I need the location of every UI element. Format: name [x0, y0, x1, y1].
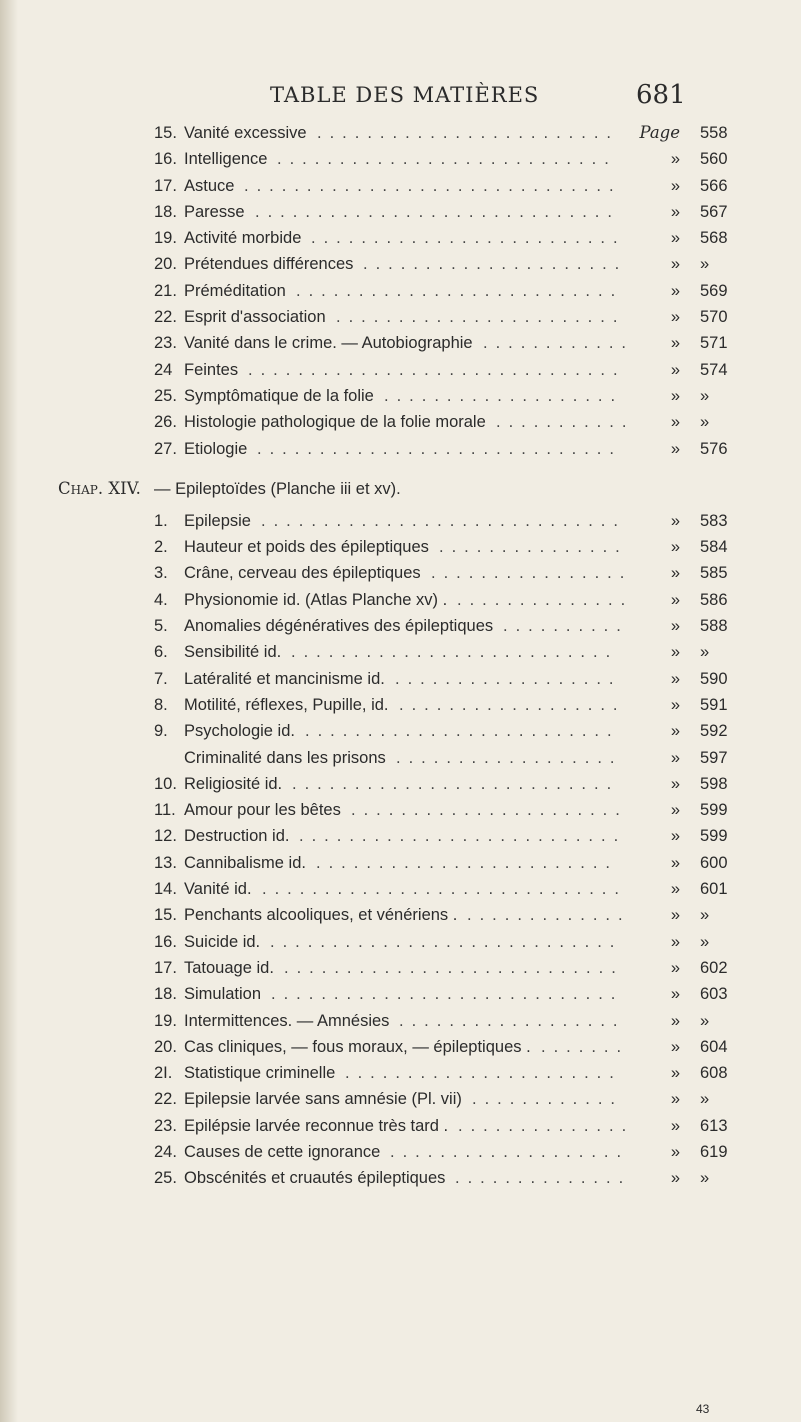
toc-entry: [0, 639, 801, 665]
entry-number: 4.: [154, 590, 168, 609]
entry-title: Vanité id.: [184, 880, 252, 899]
entry-page-label: »: [670, 1090, 680, 1109]
toc-entry: [0, 850, 801, 876]
entry-title: Epilepsie larvée sans amnésie (Pl. vii): [184, 1090, 462, 1109]
entry-page-number: 567: [700, 202, 728, 221]
leader-dots: ......................: [345, 1064, 622, 1083]
entry-page-label: »: [670, 281, 680, 300]
entry-number: 16.: [154, 932, 177, 951]
entry-page-number: 608: [700, 1064, 728, 1083]
entry-number: 27.: [154, 439, 177, 458]
entry-number: 25.: [154, 1169, 177, 1188]
leader-dots: ...........................: [277, 150, 617, 169]
table-of-contents: [0, 120, 801, 1192]
leader-dots: .......: [541, 1037, 630, 1056]
chapter-label: Chap. XIV.: [58, 478, 141, 498]
entry-page-label: Page: [639, 123, 680, 142]
leader-dots: ..........................: [299, 827, 627, 846]
toc-entry: [0, 560, 801, 586]
entry-title: Amour pour les bêtes: [184, 801, 341, 820]
entry-page-label: »: [670, 958, 680, 977]
chapter-title: — Epileptoïdes (Planche iii et xv).: [154, 479, 401, 498]
entry-number: 10.: [154, 774, 177, 793]
entry-title: Intermittences. — Amnésies: [184, 1011, 390, 1030]
toc-entry: [0, 666, 801, 692]
leader-dots: ...............: [439, 538, 628, 557]
entry-page-label: »: [670, 801, 680, 820]
toc-entry: [0, 251, 801, 277]
entry-page-label: »: [670, 880, 680, 899]
leader-dots: ..........: [503, 617, 629, 636]
leader-dots: .............................: [262, 880, 627, 899]
leader-dots: .............: [467, 906, 631, 925]
entry-page-number: 601: [700, 880, 728, 899]
page-number: 681: [636, 80, 686, 110]
leader-dots: ................: [431, 564, 633, 583]
entry-number: 1.: [154, 511, 168, 530]
entry-number: 18.: [154, 985, 177, 1004]
toc-entry: [0, 1165, 801, 1191]
leader-dots: .............................: [255, 202, 620, 221]
toc-entry: [0, 1139, 801, 1165]
toc-entry: [0, 692, 801, 718]
leader-dots: ..............................: [244, 176, 622, 195]
entry-title: Epilépsie larvée reconnue très tard .: [184, 1116, 449, 1135]
entry-title: Sensibilité id.: [184, 643, 282, 662]
entry-number: 26.: [154, 413, 177, 432]
leader-dots: ............: [483, 334, 635, 353]
entry-page-label: »: [670, 439, 680, 458]
toc-entry: [0, 718, 801, 744]
entry-title: Penchants alcooliques, et vénériens .: [184, 906, 458, 925]
toc-entry: [0, 1086, 801, 1112]
entry-number: 14.: [154, 880, 177, 899]
entry-number: 25.: [154, 386, 177, 405]
entry-page-number: 568: [700, 229, 728, 248]
entry-page-label: »: [670, 669, 680, 688]
toc-entry: [0, 876, 801, 902]
entry-title: Causes de cette ignorance: [184, 1142, 381, 1161]
entry-number: 18.: [154, 202, 177, 221]
running-title: TABLE DES MATIÈRES: [270, 83, 540, 107]
entry-page-number: 560: [700, 150, 728, 169]
second-section: [0, 508, 801, 1192]
entry-title: Physionomie id. (Atlas Planche xv) .: [184, 590, 448, 609]
entry-number: 16.: [154, 150, 177, 169]
entry-number: 21.: [154, 281, 177, 300]
entry-title: Vanité dans le crime. — Autobiographie: [184, 334, 473, 353]
toc-entry: [0, 745, 801, 771]
entry-page-label: »: [670, 202, 680, 221]
entry-title: Etiologie: [184, 439, 248, 458]
leader-dots: ..............: [458, 1116, 635, 1135]
entry-page-label: »: [670, 853, 680, 872]
entry-page-label: »: [670, 1064, 680, 1083]
entry-number: 2.: [154, 538, 168, 557]
entry-title: Symptômatique de la folie: [184, 386, 374, 405]
entry-page-label: »: [670, 617, 680, 636]
entry-title: Paresse: [184, 202, 245, 221]
toc-entry: [0, 508, 801, 534]
entry-page-label: »: [670, 538, 680, 557]
entry-number: 13.: [154, 853, 177, 872]
entry-page-number: »: [700, 255, 710, 274]
entry-title: Suicide id.: [184, 932, 261, 951]
chapter-heading: [0, 474, 801, 504]
toc-entry: [0, 120, 801, 146]
entry-page-number: 592: [700, 722, 728, 741]
entry-title: Crâne, cerveau des épileptiques: [184, 564, 421, 583]
entry-title: Histologie pathologique de la folie morale: [184, 413, 486, 432]
leader-dots: ...........................: [284, 958, 624, 977]
entry-title: Esprit d'association: [184, 308, 326, 327]
entry-title: Astuce: [184, 176, 235, 195]
entry-page-number: 600: [700, 853, 728, 872]
entry-title: Criminalité dans les prisons: [184, 748, 386, 767]
leader-dots: ........................: [317, 124, 620, 142]
entry-page-label: »: [670, 413, 680, 432]
leader-dots: ..............................: [248, 360, 626, 379]
entry-page-label: »: [670, 360, 680, 379]
leader-dots: ..................: [399, 1011, 626, 1030]
entry-page-label: »: [670, 511, 680, 530]
entry-number: 6.: [154, 643, 168, 662]
entry-title: Anomalies dégénératives des épileptiques: [184, 617, 494, 636]
entry-title: Motilité, réflexes, Pupille, id.: [184, 695, 389, 714]
entry-page-number: »: [700, 932, 710, 951]
entry-number: 19.: [154, 1011, 177, 1030]
entry-page-number: 576: [700, 439, 728, 458]
toc-entry: [0, 146, 801, 172]
entry-title: Préméditation: [184, 281, 286, 300]
toc-entry: [0, 409, 801, 435]
entry-title: Religiosité id.: [184, 774, 283, 793]
entry-title: Cas cliniques, — fous moraux, — épileptiques .: [184, 1037, 531, 1056]
entry-title: Destruction id.: [184, 827, 290, 846]
entry-number: 20.: [154, 1037, 177, 1056]
entry-page-label: »: [670, 308, 680, 327]
leader-dots: ..........................: [296, 281, 624, 300]
leader-dots: .........................: [305, 722, 620, 741]
leader-dots: ......................: [351, 801, 628, 820]
entry-page-label: »: [670, 255, 680, 274]
entry-page-label: »: [670, 906, 680, 925]
entry-title: Cannibalisme id.: [184, 853, 306, 872]
entry-number: 15.: [154, 124, 177, 142]
entry-number: 22.: [154, 1090, 177, 1109]
entry-page-label: »: [670, 722, 680, 741]
entry-title: Tatouage id.: [184, 958, 274, 977]
signature-mark: 43: [696, 1402, 710, 1416]
entry-number: 17.: [154, 176, 177, 195]
entry-page-label: »: [670, 564, 680, 583]
entry-page-number: 558: [700, 124, 728, 142]
entry-page-label: »: [670, 1142, 680, 1161]
leader-dots: ..........................: [292, 774, 620, 793]
entry-page-number: 598: [700, 774, 728, 793]
entry-number: 15.: [154, 906, 177, 925]
toc-entry: [0, 823, 801, 849]
entry-title: Obscénités et cruautés épileptiques: [184, 1169, 446, 1188]
toc-entry: [0, 534, 801, 560]
entry-title: Feintes: [184, 360, 239, 379]
leader-dots: ............................: [270, 932, 623, 951]
entry-title: Activité morbide: [184, 229, 302, 248]
entry-page-number: 613: [700, 1116, 728, 1135]
entry-page-label: »: [670, 643, 680, 662]
entry-page-number: »: [700, 906, 710, 925]
entry-number: 22.: [154, 308, 177, 327]
entry-number: 19.: [154, 229, 177, 248]
entry-page-number: »: [700, 1011, 710, 1030]
entry-page-label: »: [670, 748, 680, 767]
toc-entry: [0, 1060, 801, 1086]
leader-dots: ............................: [271, 985, 624, 1004]
entry-page-number: 599: [700, 801, 728, 820]
entry-number: 7.: [154, 669, 168, 688]
entry-page-number: 591: [700, 695, 728, 714]
leader-dots: ..................: [396, 748, 623, 767]
entry-page-number: 574: [700, 360, 728, 379]
entry-page-number: 569: [700, 281, 728, 300]
entry-number: 11.: [154, 801, 176, 820]
entry-number: 9.: [154, 722, 168, 741]
entry-page-label: »: [670, 176, 680, 195]
toc-entry: [0, 1008, 801, 1034]
entry-page-label: »: [670, 695, 680, 714]
toc-entry: [0, 613, 801, 639]
leader-dots: ........................: [316, 853, 619, 872]
entry-number: 24.: [154, 1142, 177, 1161]
entry-page-number: »: [700, 1169, 710, 1188]
leader-dots: ............: [472, 1090, 624, 1109]
entry-title: Epilepsie: [184, 511, 251, 530]
entry-page-number: 571: [700, 334, 728, 353]
entry-page-label: »: [670, 590, 680, 609]
toc-entry: [0, 357, 801, 383]
entry-page-number: 590: [700, 669, 728, 688]
leader-dots: ..........................: [291, 643, 619, 662]
toc-entry: [0, 1034, 801, 1060]
toc-entry: [0, 587, 801, 613]
entry-title: Prétendues différences: [184, 255, 354, 274]
toc-entry: [0, 173, 801, 199]
entry-page-number: 583: [700, 511, 728, 530]
entry-page-number: 570: [700, 308, 728, 327]
toc-entry: [0, 1113, 801, 1139]
entry-title: Intelligence: [184, 150, 268, 169]
leader-dots: ..............: [455, 1169, 632, 1188]
entry-page-number: »: [700, 413, 710, 432]
toc-entry: [0, 981, 801, 1007]
entry-page-label: »: [670, 1011, 680, 1030]
entry-title: Latéralité et mancinisme id.: [184, 669, 385, 688]
entry-title: Vanité excessive: [184, 124, 307, 142]
entry-page-label: »: [670, 150, 680, 169]
entry-page-label: »: [670, 1037, 680, 1056]
entry-page-number: 604: [700, 1037, 728, 1056]
leader-dots: .............................: [261, 511, 626, 530]
toc-entry: [0, 902, 801, 928]
toc-entry: [0, 436, 801, 462]
entry-page-number: 585: [700, 564, 728, 583]
entry-number: 23.: [154, 1116, 177, 1135]
entry-page-number: 588: [700, 617, 728, 636]
entry-page-number: 603: [700, 985, 728, 1004]
first-section: [0, 120, 801, 462]
toc-entry: [0, 929, 801, 955]
toc-entry: [0, 199, 801, 225]
entry-title: Statistique criminelle: [184, 1064, 336, 1083]
entry-number: 20.: [154, 255, 177, 274]
entry-page-number: 599: [700, 827, 728, 846]
entry-number: 2I.: [154, 1064, 173, 1083]
entry-number: 23.: [154, 334, 177, 353]
entry-page-number: 602: [700, 958, 728, 977]
entry-page-label: »: [670, 985, 680, 1004]
entry-page-label: »: [670, 1169, 680, 1188]
entry-title: Hauteur et poids des épileptiques: [184, 538, 429, 557]
entry-number: 12.: [154, 827, 177, 846]
toc-entry: [0, 771, 801, 797]
toc-entry: [0, 797, 801, 823]
leader-dots: ...........: [496, 413, 635, 432]
entry-page-number: 584: [700, 538, 728, 557]
entry-page-number: »: [700, 386, 710, 405]
entry-page-label: »: [670, 229, 680, 248]
entry-page-label: »: [670, 774, 680, 793]
leader-dots: ..................: [395, 669, 622, 688]
entry-page-number: 566: [700, 176, 728, 195]
entry-page-number: »: [700, 643, 710, 662]
entry-page-number: 619: [700, 1142, 728, 1161]
entry-number: 24: [154, 360, 173, 379]
entry-title: Psychologie id.: [184, 722, 295, 741]
leader-dots: ...................: [390, 1142, 630, 1161]
entry-page-label: »: [670, 1116, 680, 1135]
entry-number: 5.: [154, 617, 168, 636]
entry-page-label: »: [670, 932, 680, 951]
toc-entry: [0, 330, 801, 356]
entry-number: 3.: [154, 564, 168, 583]
leader-dots: ..................: [399, 695, 626, 714]
leader-dots: .....................: [363, 255, 628, 274]
entry-number: 8.: [154, 695, 168, 714]
toc-entry: [0, 225, 801, 251]
toc-entry: [0, 383, 801, 409]
leader-dots: .......................: [336, 308, 626, 327]
toc-entry: [0, 304, 801, 330]
leader-dots: ...................: [384, 386, 624, 405]
entry-title: Simulation: [184, 985, 262, 1004]
entry-number: 17.: [154, 958, 177, 977]
entry-page-label: »: [670, 386, 680, 405]
entry-page-number: »: [700, 1090, 710, 1109]
toc-entry: [0, 955, 801, 981]
entry-page-number: 597: [700, 748, 728, 767]
leader-dots: .........................: [311, 229, 626, 248]
entry-page-label: »: [670, 334, 680, 353]
entry-page-label: »: [670, 827, 680, 846]
entry-page-number: 586: [700, 590, 728, 609]
leader-dots: .............................: [257, 439, 622, 458]
toc-entry: [0, 278, 801, 304]
leader-dots: ..............: [457, 590, 634, 609]
